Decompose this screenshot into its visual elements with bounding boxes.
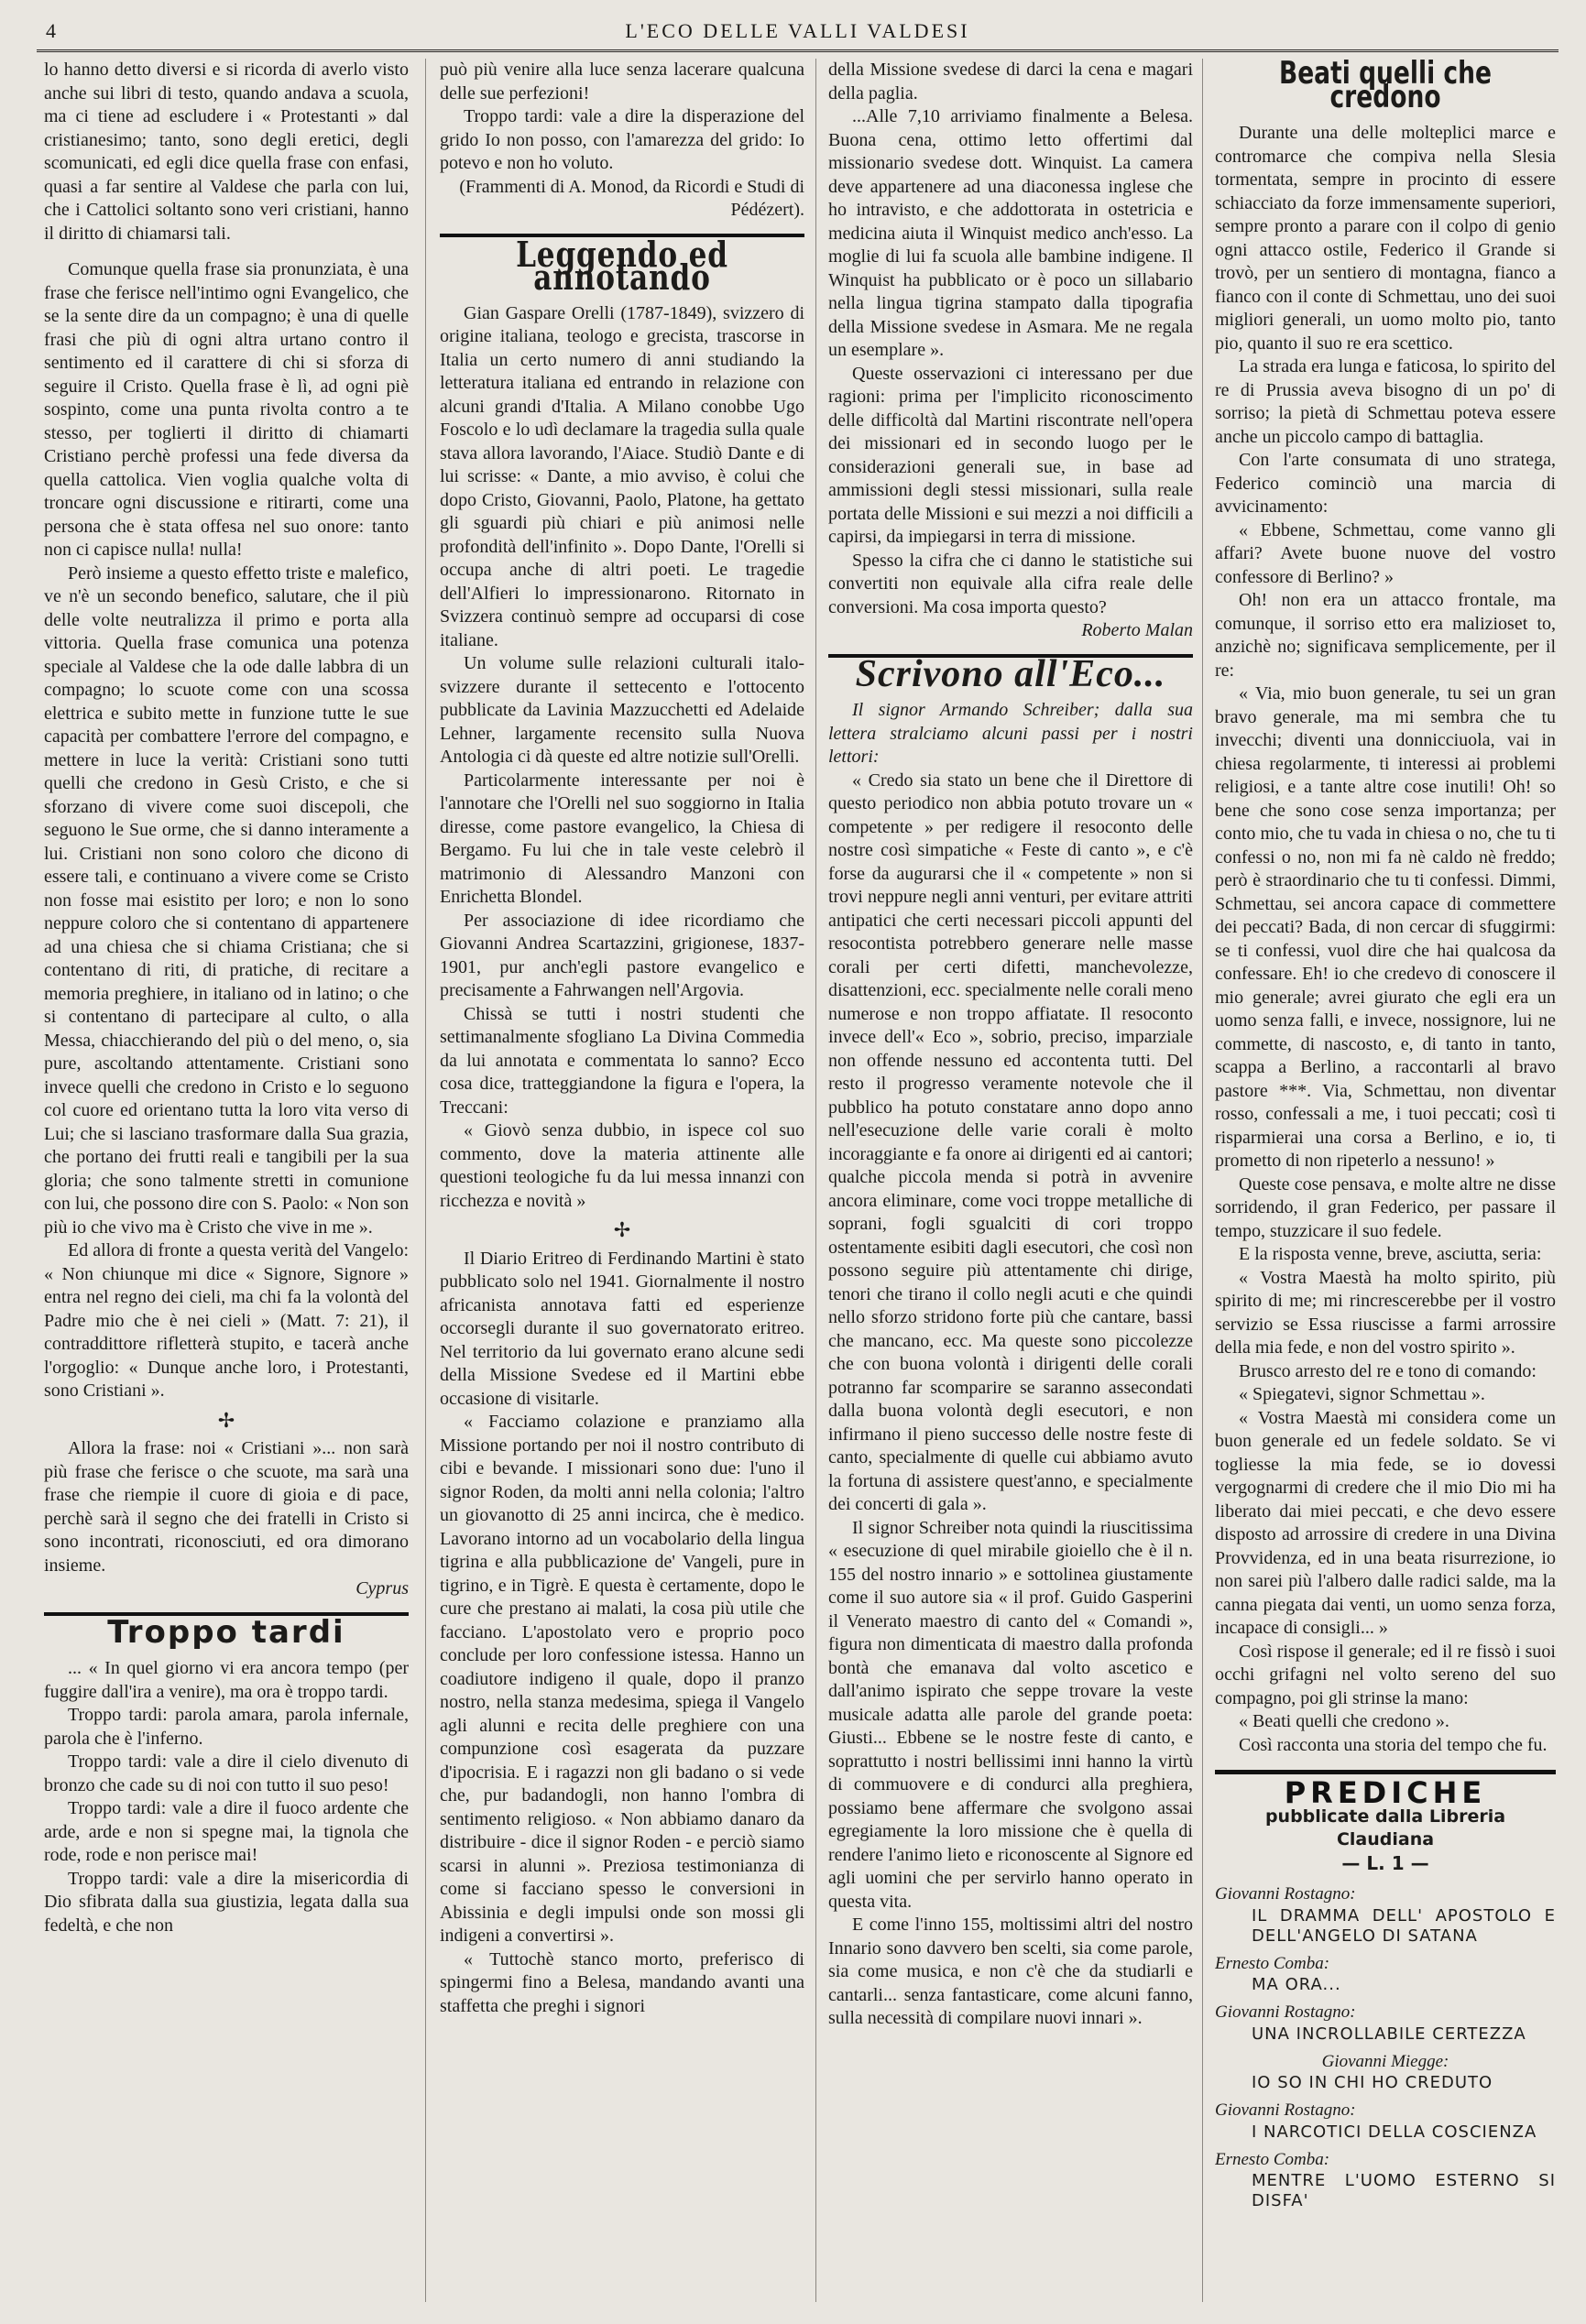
paragraph: « Ebbene, Schmettau, come vanno gli affari? Avete buone nuove del vostro confessore di Berlino? » <box>1215 519 1556 587</box>
column-3 <box>828 59 1193 2302</box>
paragraph: E la risposta venne, breve, asciutta, seria: <box>1239 1244 1542 1264</box>
column-divider <box>815 59 816 2302</box>
book-entry <box>1215 1952 1556 1996</box>
ad-price: — L. 1 — <box>1341 1851 1429 1874</box>
book-title: IL DRAMMA DELL' APOSTOLO E DELL'ANGELO DI SATANA <box>1252 1905 1556 1946</box>
cross-separator: ✢ <box>613 1218 631 1241</box>
book-title: UNA INCROLLABILE CERTEZZA <box>1252 2024 1526 2044</box>
paragraph: « Tuttochè stanco morto, preferisco di spingermi fino a Belesa, mandando avanti una staffetta che preghi i signori <box>440 1948 804 2016</box>
book-author: Ernesto Comba: <box>1215 1953 1330 1973</box>
paragraph: della Missione svedese di darci la cena e magari della paglia. <box>828 60 1193 104</box>
book-author: Giovanni Rostagno: <box>1215 1884 1356 1904</box>
book-title: MA ORA... <box>1252 1975 1341 1994</box>
paragraph: ...Alle 7,10 arriviamo finalmente a Belesa. Buona cena, ottimo letto offertimi dal missionario svedese dott. Winquist. La camera deve appartenere ad una diaconessa inglese che ho intravisto, e che addottorata in ostetricia e medicina aiuta il Winquist medico anch'esso. La moglie di lui fa scuola alle bambine indigene. Il Winquist ha pubblicato or è poco un sillabario nella lingua tigrina stampato dalla tipografia della Missione svedese in Asmara. Me ne regala un esemplare ». <box>828 106 1193 360</box>
paragraph: « Credo sia stato un bene che il Direttore di questo periodico non abbia potuto trovare un « competente » per redigere il resoconto delle nostre così simpatiche « Feste di canto », e c'è forse da augurarsi che il « competente » non si trovi neppure negli anni venturi, per evitare attriti antipatici che certi necessari piccoli appunti del resocontista potrebbero generare nelle masse corali per certi difetti, manchevolezze, disattenzioni, ecc. specialmente nelle corali meno numerose e non troppo affiatate. Il resoconto invece dell'« Eco », sobrio, preciso, imparziale non offende nessuno ed accontenta tutti. Del resto il progresso veramente notevole che il pubblico ha potuto constatare anno dopo anno nell'esecuzione delle varie corali è molto incoraggiante e fa onore ai dirigenti ed ai cantori; qualche piccola menda si potrà in avvenire ancora eliminare, come voci troppe metalliche di soprani, fogli sgualciti di cori troppo ostentamente esibiti dagli esecutori, che così non possono seguire più attentamente chi dirige, tenori che tirano il collo negli acuti e che quindi nello sforzo stridono forte più che cantare, bassi che mancano, ecc. Ma queste sono piccolezze che con buona volontà i dirigenti delle corali potranno far scomparire se saranno assecondati dalla buona volontà degli esecutori, e non infirmano il pieno successo delle nostre feste di canto, specialmente di quelle cui abbiamo avuto la fortuna di assistere quest'anno, e specialmente dei concerti di gala ». <box>828 769 1193 1514</box>
paragraph: lo hanno detto diversi e si ricorda di averlo visto anche sui libri di testo, quando andava a scuola, ma ci tiene ad escludere i « Protestanti » dal cristianesimo; tanto, sono degli eretici, degli scomunicati, ed egli dice quella frase con enfasi, quasi a far sentire al Valdese che parla con lui, che i Cattolici soltanto sono veri cristiani, hanno il diritto di chiamarsi tali. <box>44 60 409 244</box>
paragraph: Gian Gaspare Orelli (1787-1849), svizzero di origine italiana, teologo e grecista, trascorse in Italia un certo numero di anni studiando la letteratura italiana ed entrando in relazione con alcuni grandi d'Italia. A Milano conobbe Ugo Foscolo e lo udì declamare la tragedia sulla quale stava allora lavorando, l'Aiace. Studiò Dante e di lui scrisse: « Dante, a mio avviso, è colui che dopo Cristo, Giovanni, Paolo, Platone, ha gettato gli sguardi più chiari e più animosi nelle profondità dell'infinito ». Dopo Dante, l'Orelli si occupa anche di altri poeti. Le tragedie dell'Alfieri lo impressionarono. Ritornato in Svizzera continuò sempre ad occuparsi di cose italiane. <box>440 302 804 650</box>
book-title: MENTRE L'UOMO ESTERNO SI DISFA' <box>1252 2171 1556 2210</box>
masthead-title: L'ECO DELLE VALLI VALDESI <box>625 19 970 42</box>
book-author: Giovanni Rostagno: <box>1215 2100 1356 2120</box>
article-cyprus <box>44 59 409 1601</box>
paragraph: « Beati quelli che credono ». <box>1239 1711 1449 1731</box>
book-author: Giovanni Rostagno: <box>1215 2002 1356 2022</box>
book-entry <box>1215 1882 1556 1947</box>
paragraph: Il Diario Eritreo di Ferdinando Martini è stato pubblicato solo nel 1941. Giornalmente il nostro africanista annotava fatti ed esperienze occorsegli durante il suo governatorato eritreo. Nel territorio da lui governato erano alcune sedi della Missione Svedese ed il Martini ebbe occasione di visitarle. <box>440 1248 804 1409</box>
book-entry <box>1215 2050 1556 2094</box>
paragraph: « Spiegatevi, signor Schmettau ». <box>1239 1384 1485 1404</box>
paragraph: Un volume sulle relazioni culturali italo-svizzere durante il settecento e l'ottocento pubblicate da Lavinia Mazzucchetti ed Adelaide Lehner, largamente recensito sulla Nuova Antologia ci dà queste ed altre notizie sull'Orelli. <box>440 653 804 767</box>
paragraph: Per associazione di idee ricordiamo che Giovanni Andrea Scartazzini, grigionese, 1837-1901, pur anch'egli pastore evangelico e precisamente a Fahrwangen nell'Argovia. <box>440 910 804 1000</box>
article-beati <box>1215 59 1556 1757</box>
paragraph: « Facciamo colazione e pranziamo alla Missione portando per noi il nostro contributo di cibi e bevande. I missionari sono due: l'uno il signor Roden, da molti anni nella colonia; l'altro un giovanotto di 25 anni incirca, che è medico. Lavorano intorno ad un vocabolario della lingua tigrina e alla pubblicazione de' Vangeli, pure in tigrino, e in Tigrè. E questa è certamente, dopo le cure che prestano ai malati, la cosa più utile che facciano. L'apostolato vero e proprio poco conclude per loro confessione istessa. Hanno un coadiutore indigeno il quale, dopo il pranzo nostro, nella stanza medesima, spiega il Vangelo agli alunni e recita delle preghiere con una compunzione così esagerata da puzzare d'ipocrisia. E i ragazzi non gli badano o si vede che, pur badandogli, non hanno l'ombra di sentimento religioso. « Non abbiamo danaro da distribuire - dice il signor Roden - e perciò siamo scarsi in alunni ». Preziosa testimonianza di come si facciano spesso le conversioni in Abissinia e degli impulsi onde son mossi gli indigeni a convertirsi ». <box>440 1412 804 1946</box>
paragraph: « Vostra Maestà mi considera come un buon generale ed un fedele soldato. Se vi togliesse la mia fede, se io dovessi vergognarmi di credere che il mio Dio mi ha liberato dai miei peccati, e che devo essere disposto ad arrossire di credere in una Divina Provvidenza, ed in una beata risurrezione, io non sarei più l'albero dalle radici salde, ma la canna piegata dai venti, un uomo senza forza, incapace di consigli... » <box>1215 1407 1556 1638</box>
paragraph: Troppo tardi: vale a dire il cielo divenuto di bronzo che cade su di noi con tutto il suo peso! <box>44 1751 409 1795</box>
paragraph: Troppo tardi: vale a dire la disperazione del grido Io non posso, con l'amarezza del grido: Io potevo e non ho voluto. <box>440 106 804 173</box>
paragraph: E come l'inno 155, moltissimi altri del nostro Innario sono davvero ben scelti, sia come parole, sia come musica, e non c'è che da studiarli e cantarli... senza fantasticare, come alcuni fanno, sulla necessità di compilare nuovi innari ». <box>828 1915 1193 2028</box>
paragraph: Oh! non era un attacco frontale, ma comunque, il sorriso etto era malizioset to, anzichè no; significava semplicemente, per il re: <box>1215 590 1556 681</box>
masthead <box>37 13 1559 52</box>
paragraph: Ed allora di fronte a questa verità del Vangelo: « Non chiunque mi dice « Signore, Signore » entra nel regno dei cieli, ma chi fa la volontà del Padre mio che è nei cieli » (Matt. 7: 21), il contraddittore rifletterà stupito, e tacerà anche l'orgoglio: « Dunque anche loro, i Protestanti, sono Cristiani ». <box>44 1240 409 1401</box>
book-author: Giovanni Miegge: <box>1321 2051 1449 2071</box>
paragraph: Allora la frase: noi « Cristiani »... non sarà più frase che ferisce o che scuote, ma sarà una frase che riempie il cuore di gioia e di pace, perchè sarà il segno che dei fratelli in Cristo si sono incontrati, riconosciuti, ed ora dimorano insieme. <box>44 1438 409 1576</box>
paragraph: Troppo tardi: vale a dire il fuoco ardente che arde, arde e non si spegne mai, la tignola che rode, rode e non perisce mai! <box>44 1798 409 1865</box>
paragraph: Così rispose il generale; ed il re fissò i suoi occhi grifagni nel volto sereno del suo compagno, poi gli strinse la mano: <box>1215 1641 1556 1708</box>
paragraph: Spesso la cifra che ci danno le statistiche sui convertiti non equivale alla cifra reale delle conversioni. Ma cosa importa questo? <box>828 550 1193 617</box>
source-credit: (Frammenti di A. Monod, da Ricordi e Studi di Pédézert). <box>459 176 804 220</box>
ad-subtitle: pubblicate dalla Libreria Claudiana <box>1264 1806 1506 1849</box>
paragraph: Durante una delle molteplici marce e contromarce che compiva nella Slesia tormentata, sempre in procinto di essere schiacciato da forze immensamente superiori, sempre pronto a parare con il colpo di genio ogni attacco ostile, Federico il Grande si trovò, per un sentiero di montagna, fianco a fianco con il conte di Schmettau, uno dei suoi migliori generali, un uomo molto pio, tanto pio, quanto il suo re era scettico. <box>1215 123 1556 354</box>
paragraph: Chissà se tutti i nostri studenti che settimanalmente sfogliano La Divina Commedia da lui annotata e commentata lo sanno? Ecco cosa dice, tratteggiandone la figura e l'opera, la Treccani: <box>440 1003 804 1118</box>
paragraph: Troppo tardi: vale a dire la misericordia di Dio sfibrata dalla sua giustizia, legata dalla sua fedeltà, e che non <box>44 1868 409 1936</box>
paragraph: « Via, mio buon generale, tu sei un gran bravo generale, ma mi sembra che tu invecchi; diventi una donnicciuola, vai in chiesa regolarmente, ti interessi ai problemi religiosi, e a tante altre cose inutili! Oh! so bene che sono cose senza importanza; per conto mio, che tu vada in chiesa o no, che tu ti confessi o no, non mi fa nè caldo nè freddo; però è straordinario che tu ti confessi. Dimmi, Schmettau, sei ancora capace di commettere dei peccati? Bada, di non cercar di sfuggirmi: se ti confessi, vuol dire che hai qualcosa da confessare. Eh! io che credevo di conoscere il mio generale; avrei giurato che egli era un uomo senza falli, e invece, nossignore, lui ne commette, di nascosto, e, di tanto in tanto, scappa a Berlino, a raccontarli al bravo pastore ***. Via, Schmettau, non diventar rosso, confessali a me, i tuoi peccati; così ti risparmierai una corsa a Berlino, e io, ti prometto di non ripeterlo a nessuno! » <box>1215 683 1556 1171</box>
paragraph: Queste cose pensava, e molte altre ne disse sorridendo, il gran Federico, per passare il tempo, stuzzicare il suo fedele. <box>1215 1173 1556 1241</box>
article-scrivono <box>828 652 1193 2031</box>
book-author: Ernesto Comba: <box>1215 2149 1330 2169</box>
ad-title: PREDICHE <box>1284 1775 1487 1810</box>
book-title: I NARCOTICI DELLA COSCIENZA <box>1252 2122 1537 2142</box>
headline: Troppo tardi <box>107 1613 345 1651</box>
paragraph: Particolarmente interessante per noi è l'annotare che l'Orelli nel suo soggiorno in Italia diresse, come pastore evangelico, la Chiesa di Bergamo. Fu lui che in tale veste celebrò il matrimonio di Alessandro Manzoni con Enrichetta Blondel. <box>440 769 804 907</box>
book-entry <box>1215 2148 1556 2212</box>
column-divider <box>1202 59 1203 2302</box>
column-divider <box>425 59 426 2302</box>
paragraph: ... « In quel giorno vi era ancora tempo (per fuggire dall'ira a venire), ma ora è troppo tardi. <box>44 1658 409 1702</box>
paragraph: Così racconta una storia del tempo che fu. <box>1239 1734 1548 1755</box>
paragraph: « Giovò senza dubbio, in ispece col suo commento, dove la materia attinente alle questioni teologiche fu da lui messa innanzi con ricchezza e novità » <box>440 1120 804 1211</box>
paragraph: può più venire alla luce senza lacerare qualcuna delle sue perfezioni! <box>440 60 804 104</box>
paragraph: Comunque quella frase sia pronunziata, è una frase che ferisce nell'intimo ogni Evangelico, che se la sente dire da un compagno; è una di quelle frasi che più di ogni altra urtano contro il sentimento ed il carattere di chi si sforza di seguire il Cristo. Quella frase è lì, ad ogni piè sospinto, come una punta rivolta contro a te stesso, per toglierti il diritto di chiamarti Cristiano perchè professi una fede diversa da quella cattolica. Vien voglia qualche volta di troncare ogni discussione e ritirarti, come una persona che è stata offesa nel suo onore: tanto non ci capisce nulla! nulla! <box>44 259 409 560</box>
paragraph: « Vostra Maestà ha molto spirito, più spirito di me; mi rincrescerebbe per il vostro servizio se Essa riuscisse a farmi arrossire della mia fede, e non del vostro spirito ». <box>1215 1267 1556 1358</box>
paragraph: Queste osservazioni ci interessano per due ragioni: prima per l'implicito riconoscimento delle difficoltà dal Martini riscontrate nell'opera dei missionari ed in secondo luogo per le considerazioni generali sue, in base ad ammissioni degli stessi missionari, sulla reale portata delle Missioni e sui mezzi a noi difficili a capirsi, da impiegarsi in terra di missione. <box>828 363 1193 547</box>
headline: Beati quelli che credono <box>1278 59 1493 115</box>
paragraph: Brusco arresto del re e tono di comando: <box>1239 1360 1537 1381</box>
article-troppo-tardi <box>44 1613 409 1938</box>
column-4 <box>1215 59 1556 2302</box>
paragraph: Il signor Schreiber nota quindi la riuscitissima « esecuzione di quel mirabile gioiello che è il n. 155 del nostro innario » e sottolinea giustamente come il suo autore sia « il prof. Guido Gasperini il Venerato maestro di canto del « Comandi », figura non dimenticata di maestro dalla profonda bontà che emanava dal volto ascetico e dall'animo ispirato che seppe trovare la veste musicale adatta alle parole del grande poeta: Giusti... Ebbene se le nostre feste di canto, e soprattutto i nostri bellissimi inni hanno la virtù di commuovere e di condurci alla preghiera, possiamo bene affermare che svolgono assai egregiamente la loro missione che è quella di rendere l'animo lieto e riconoscente al Signore ed agli uomini che per servirlo hanno operato in questa vita. <box>828 1517 1193 1912</box>
signature: Roberto Malan <box>1081 620 1193 640</box>
paragraph: Con l'arte consumata di uno stratega, Federico cominciò una marcia di avvicinamento: <box>1215 450 1556 517</box>
book-entry <box>1215 2099 1556 2143</box>
column-2 <box>440 59 804 2302</box>
prediche-ad <box>1215 1770 1556 2211</box>
signature: Cyprus <box>355 1578 409 1598</box>
paragraph: Però insieme a questo effetto triste e malefico, ve n'è un secondo benefico, salutare, che il più delle volte neutralizza il primo e porta alla vittoria. Quella frase comunica una potenza speciale al Valdese che la ode dalle labbra di un compagno; lo scuote come con una scossa elettrica e subito mette in funzione tutte le sue capacità per combattere l'errore del compagno, e mettere in luce la verità: Cristiani sono tutti quelli che credono in Gesù Cristo, e che si sforzano di vivere come suoi discepoli, che seguono le Sue orme, che si danno interamente a lui. Cristiani non sono coloro che dicono di essere tali, e continuano a vivere come se Cristo non fosse mai esistito per loro; e non lo sono neppure coloro che si contentano di appartenere ad una chiesa che si chiama Cristiana; che si contentano di riti, di pratiche, di recitare a memoria preghiere, in italiano od in latino; o che si contentano di partecipare al culto, o alla Messa, chiacchierando del più o del meno, o, sia pure, ascoltando attentamente. Cristiani sono invece quelli che credono in Cristo e lo seguono col cuore ed orientano tutta la loro vita verso di Lui; che si lasciano trasformare dalla Sua grazia, che portano dei frutti reali e tangibili per la sua gloria; che sono talmente stretti in comunione con lui, che possono dire con S. Paolo: « Non son più io che vivo ma è Cristo che vive in me ». <box>44 562 409 1238</box>
paragraph: La strada era lunga e faticosa, lo spirito del re di Prussia aveva bisogno di un po' di sorriso; la pietà di Schmettau poteva essere anche un piccolo campo di battaglia. <box>1215 356 1556 447</box>
headline: Leggendo ed annotando <box>516 233 728 298</box>
intro-paragraph: Il signor Armando Schreiber; dalla sua lettera stralciamo alcuni passi per i nostri lettori: <box>828 700 1193 767</box>
cross-separator: ✢ <box>217 1408 235 1432</box>
book-title: IO SO IN CHI HO CREDUTO <box>1252 2073 1493 2092</box>
headline: Scrivono all'Eco... <box>855 652 1166 695</box>
paragraph: Troppo tardi: parola amara, parola infernale, parola che è l'inferno. <box>44 1705 409 1749</box>
page-number: 4 <box>46 19 56 42</box>
article-leggendo <box>440 233 804 2019</box>
book-entry <box>1215 2001 1556 2045</box>
column-1 <box>44 59 409 2302</box>
